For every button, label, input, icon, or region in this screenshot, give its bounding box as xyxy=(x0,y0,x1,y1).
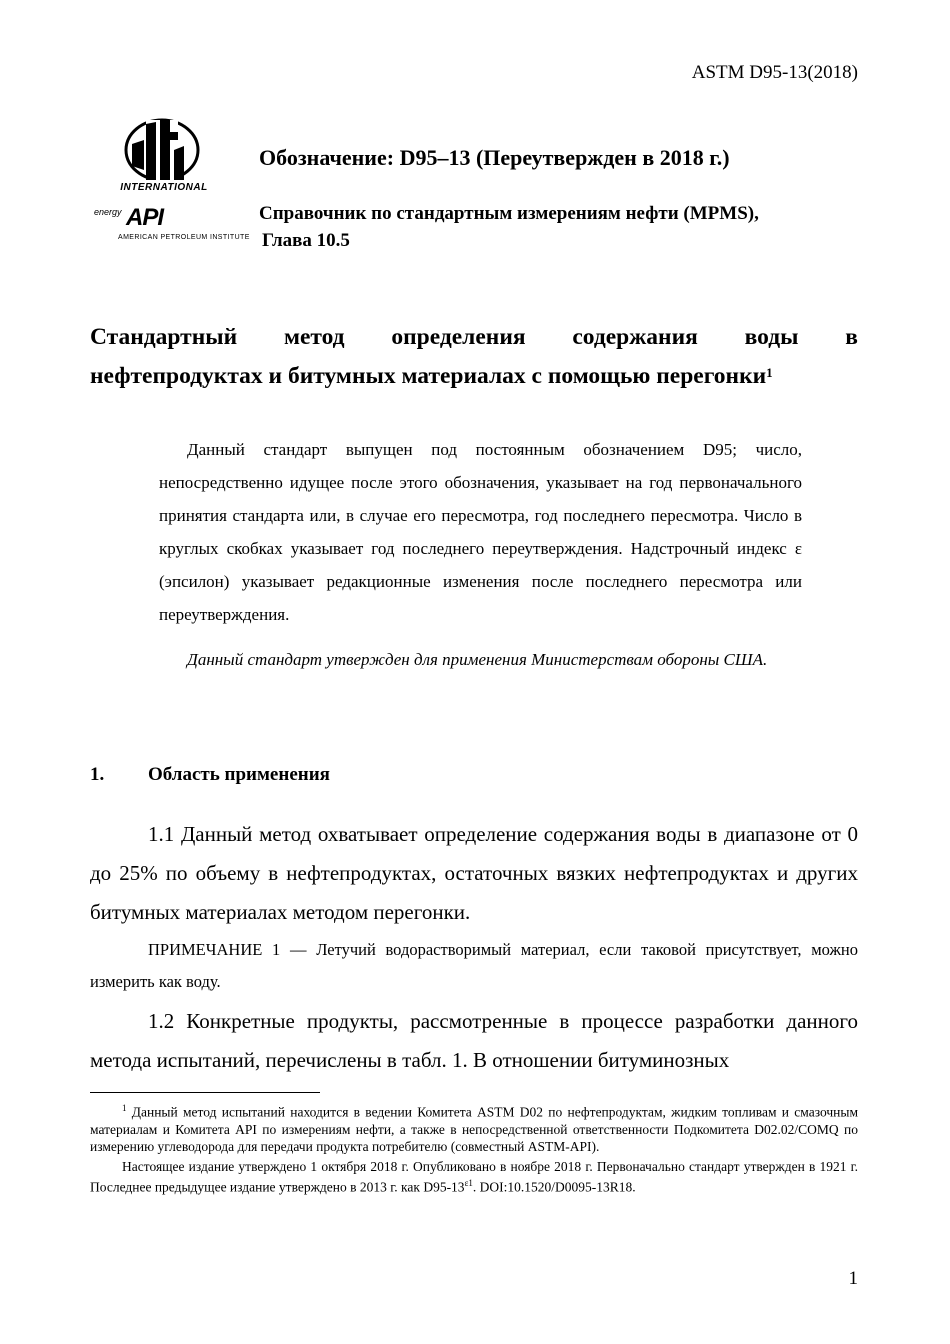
dod-approval: Данный стандарт утвержден для применения Министерствам обороны США. xyxy=(187,650,768,669)
footnote-2-text-b: . DOI:10.1520/D0095-13R18. xyxy=(472,1179,636,1194)
footnote-2-text-a: Настоящее издание утверждено 1 октября 2018 г. Опубликовано в ноябре 2018 г. Первоначально стандарт утвержден в 1921 г. Последнее предыдущее издание утверждено в 2013 г. как D95-13 xyxy=(90,1158,858,1194)
document-code: ASTM D95-13(2018) xyxy=(691,62,858,83)
manual-reference xyxy=(259,200,859,254)
title-line-1 xyxy=(90,318,858,357)
section-number: 1. xyxy=(90,764,105,785)
paragraph-1-2: 1.2 Конкретные продукты, рассмотренные в процессе разработки данного метода испытаний, перечислены в табл. 1. В отношении битуминозных xyxy=(90,1009,858,1072)
astm-logo-wordmark: INTERNATIONAL xyxy=(120,182,208,193)
footnote-1-text: Данный метод испытаний находится в ведении Комитета ASTM D02 по нефтепродуктам, жидким топливам и смазочным материалам и Комитета API по измерениям нефти, а также в непосредственной ответственности Подкомитета D02.02/COMQ по измерению углеводорода для передачи продукта потребителю (совместный ASTM-API). xyxy=(90,1104,858,1154)
section-body xyxy=(90,815,858,1080)
title-word: содержания xyxy=(572,324,698,350)
title-line-2 xyxy=(90,357,858,396)
manual-line-1: Справочник по стандартным измерениям нефти (MPMS), xyxy=(259,203,759,224)
page-number: 1 xyxy=(848,1268,858,1289)
note-1: ПРИМЕЧАНИЕ 1 ― Летучий водорастворимый материал, если таковой присутствует, можно измерить как воду. xyxy=(90,940,858,991)
title-line-2-text: нефтепродуктах и битумных материалах с помощью перегонки xyxy=(90,363,767,389)
api-logo-mark: API xyxy=(126,204,164,231)
preamble-text: Данный стандарт выпущен под постоянным обозначением D95; число, непосредственно идущее после этого обозначения, указывает на год первоначального принятия стандарта или, в случае его пересмотра, год последнего пересмотра. Число в круглых скобках указывает год последнего переутверждения. Надстрочный индекс ε (эпсилон) указывает редакционные изменения после последнего пересмотра или переутверждения. xyxy=(159,440,802,624)
document-title xyxy=(90,318,858,396)
api-logo-name: AMERICAN PETROLEUM INSTITUTE xyxy=(118,234,250,241)
title-word: определения xyxy=(391,324,526,350)
footnote-1-mark: 1 xyxy=(122,1103,127,1113)
manual-line-2: Глава 10.5 xyxy=(262,230,350,251)
preamble xyxy=(159,433,802,676)
title-word: в xyxy=(845,324,858,350)
footnote-divider xyxy=(90,1092,320,1093)
api-logo-energy: energy xyxy=(94,207,122,217)
title-word: метод xyxy=(283,324,345,350)
footnote-2-sup: ε1 xyxy=(464,1177,473,1188)
title-footnote-mark[interactable]: 1 xyxy=(766,365,773,380)
paragraph-1-1: 1.1 Данный метод охватывает определение содержания воды в диапазоне от 0 до 25% по объему в нефтепродуктах, остаточных вязких нефтепродуктах и других битумных материалах методом перегонки. xyxy=(90,822,858,924)
title-word: Стандартный xyxy=(90,324,238,350)
section-title: Область применения xyxy=(148,764,330,785)
footnote-2 xyxy=(90,1158,858,1196)
designation: Обозначение: D95–13 (Переутвержден в 2018 г.) xyxy=(259,145,730,170)
title-word: воды xyxy=(744,324,799,350)
footnote-1 xyxy=(90,1100,858,1155)
footnotes xyxy=(90,1100,858,1198)
